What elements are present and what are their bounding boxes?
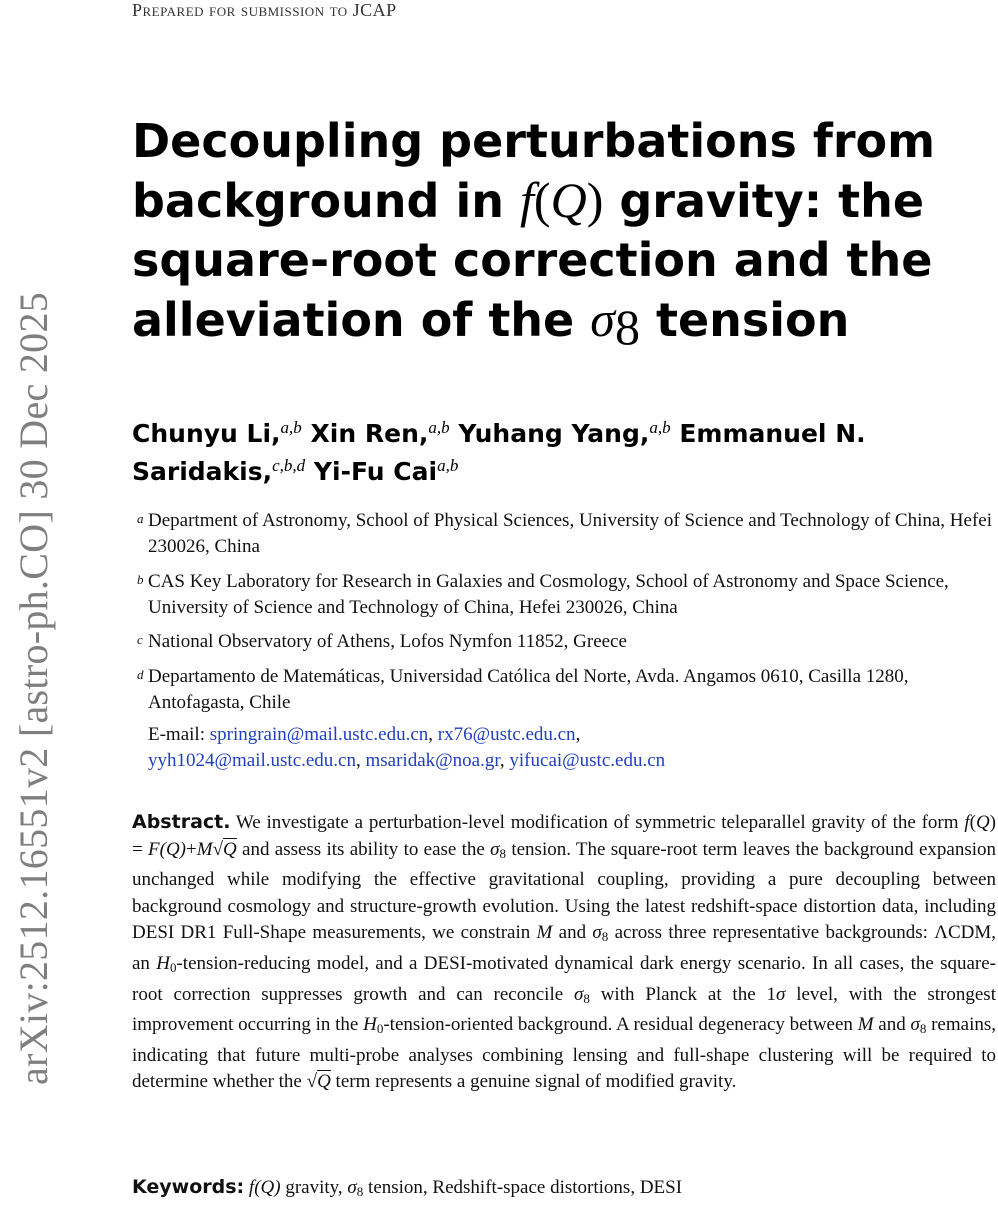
affiliation-mark: b (137, 572, 144, 587)
abstract-text: and (552, 922, 593, 944)
math-sigma-subscript: 8 (583, 990, 590, 1006)
math-paren: ( (969, 812, 976, 833)
abstract-text: -tension-oriented background. A residual degeneracy between (383, 1014, 858, 1036)
math-sigma-subscript: 8 (499, 845, 507, 861)
author-list (132, 412, 952, 488)
math-H: H (156, 952, 170, 974)
math-M: M (196, 838, 213, 860)
math-lcdm: ΛCDM (934, 922, 992, 944)
author-affiliation-marks: c,b,d (272, 456, 306, 475)
title-line-1: Decoupling perturbations from (132, 114, 936, 168)
math-equals: ) = (132, 812, 996, 860)
author-name: Chunyu Li, (132, 419, 281, 448)
math-sigma-subscript: 8 (356, 1184, 364, 1199)
math-sigma: σ (490, 838, 500, 860)
keywords-heading: Keywords: (132, 1176, 245, 1198)
paper-title (132, 112, 962, 357)
math-H-subscript: 0 (376, 1021, 384, 1037)
email-link[interactable]: msaridak@noa.gr (365, 750, 500, 771)
affiliation-b (137, 569, 998, 621)
email-link[interactable]: springrain@mail.ustc.edu.cn (209, 724, 429, 745)
affiliation-mark: d (137, 667, 144, 682)
abstract-text: We investigate a perturbation-level modification of symmetric teleparallel gravity of the form (230, 812, 965, 833)
title-line-3: square-root correction and the (132, 233, 933, 287)
title-math-sigma: σ (590, 291, 615, 347)
email-block (148, 722, 988, 774)
math-FQ-arg: (Q) (159, 838, 187, 860)
math-H: H (363, 1014, 377, 1036)
math-FQ-arg: (Q) (254, 1177, 281, 1198)
email-separator: , (575, 724, 581, 745)
abstract-text: remains, indicating that future multi-probe analyses combining lensing and full-shape clustering will be required to determine whether the (132, 1014, 996, 1093)
title-math-open-paren: ( (533, 172, 551, 228)
affiliation-a (137, 508, 998, 560)
affiliation-text: Departamento de Matemáticas, Universidad Católica del Norte, Avda. Angamos 0610, Casilla 1280, Antofagasta, Chile (148, 666, 909, 713)
abstract-text: across three representative backgrounds: (608, 922, 935, 944)
abstract-text: , an (132, 922, 997, 974)
math-sigma-subscript: 8 (919, 1021, 927, 1037)
affiliation-text: Department of Astronomy, School of Physical Sciences, University of Science and Technology of China, Hefei 230026, China (148, 510, 992, 557)
math-sigma: σ (910, 1014, 920, 1036)
title-math-Q: Q (550, 172, 587, 228)
math-F: F (148, 838, 160, 860)
arxiv-identifier-stamp: arXiv:2512.16551v2 [astro-ph.CO] 30 Dec 2025 (11, 291, 56, 1085)
author-name: Emmanuel N. Saridakis, (132, 419, 866, 486)
email-separator: , (499, 750, 510, 771)
keywords (132, 1174, 996, 1205)
math-sigma: σ (775, 983, 786, 1005)
title-math-close-paren: ) (586, 172, 604, 228)
math-H-subscript: 0 (169, 959, 177, 975)
math-Q: Q (975, 812, 990, 833)
math-sqrt-Q (307, 1069, 331, 1096)
math-sigma-subscript: 8 (601, 929, 609, 945)
abstract-text: and (873, 1014, 911, 1036)
author-affiliation-marks: a,b (437, 456, 459, 475)
author-name: Xin Ren, (310, 419, 429, 448)
author-name: Yi-Fu Cai (313, 457, 438, 486)
math-M: M (857, 1014, 874, 1036)
math-sqrt-Q (213, 837, 237, 864)
prepared-for-line: Prepared for submission to JCAP (132, 0, 397, 20)
email-link[interactable]: rx76@ustc.edu.cn (437, 724, 576, 745)
affiliation-mark: a (137, 511, 144, 526)
math-plus: + (186, 838, 197, 860)
abstract-text: term represents a genuine signal of modified gravity. (330, 1071, 737, 1093)
author-affiliation-marks: a,b (280, 418, 302, 437)
math-one: 1 (766, 983, 776, 1005)
abstract-text: with Planck at the (589, 983, 767, 1005)
abstract-text: -tension-reducing model, and a DESI-motivated dynamical dark energy scenario. In all cases, the square-root correction suppresses growth and can reconcile (132, 952, 996, 1005)
email-label: E-mail: (148, 724, 210, 745)
abstract-text: level, with the strongest improvement occurring in the (132, 983, 996, 1036)
math-f: f (964, 812, 970, 833)
title-line-2-post: gravity: the (603, 174, 925, 228)
math-sqrt-argument: Q (317, 1071, 331, 1093)
email-link[interactable]: yyh1024@mail.ustc.edu.cn (148, 750, 356, 771)
email-link[interactable]: yifucai@ustc.edu.cn (509, 750, 666, 771)
math-sqrt-argument: Q (223, 838, 237, 860)
math-radical-sign: √ (212, 838, 223, 860)
keywords-text: tension, Redshift-space distortions, DESI (363, 1177, 683, 1198)
abstract-text: and assess its ability to ease the (236, 838, 491, 860)
title-math-sigma-subscript: 8 (614, 299, 640, 355)
title-math-f: f (520, 172, 534, 228)
keywords-text: gravity, (280, 1177, 348, 1198)
author-affiliation-marks: a,b (649, 418, 671, 437)
affiliation-text: CAS Key Laboratory for Research in Galaxies and Cosmology, School of Astronomy and Space Science, University of Science and Technology of China, Hefei 230026, China (148, 571, 949, 618)
math-M: M (536, 922, 553, 944)
abstract (132, 809, 996, 1096)
title-line-4-post: tension (639, 293, 850, 347)
author-name: Yuhang Yang, (458, 419, 650, 448)
affiliation-c (137, 629, 998, 655)
math-f: f (248, 1177, 255, 1198)
math-sigma: σ (347, 1177, 357, 1198)
abstract-heading: Abstract. (132, 811, 231, 833)
affiliation-d (137, 664, 998, 716)
title-line-2-pre: background in (132, 174, 521, 228)
math-radical-sign: √ (306, 1071, 318, 1093)
math-sigma: σ (592, 922, 602, 944)
title-line-4-pre: alleviation of the (132, 293, 591, 347)
email-separator: , (356, 750, 366, 771)
affiliation-mark: c (137, 632, 143, 647)
affiliation-text: National Observatory of Athens, Lofos Nymfon 11852, Greece (148, 631, 627, 652)
email-separator: , (428, 724, 438, 745)
author-affiliation-marks: a,b (428, 418, 450, 437)
math-sigma: σ (574, 983, 584, 1005)
abstract-text: tension. The square-root term leaves the background expansion unchanged while modifying the effective gravitational coupling, providing a pure decoupling between background cosmology and structure-growth evolution. Using the latest redshift-space distortion data, including DESI DR1 Full-Shape measurements, we constrain (132, 838, 997, 944)
